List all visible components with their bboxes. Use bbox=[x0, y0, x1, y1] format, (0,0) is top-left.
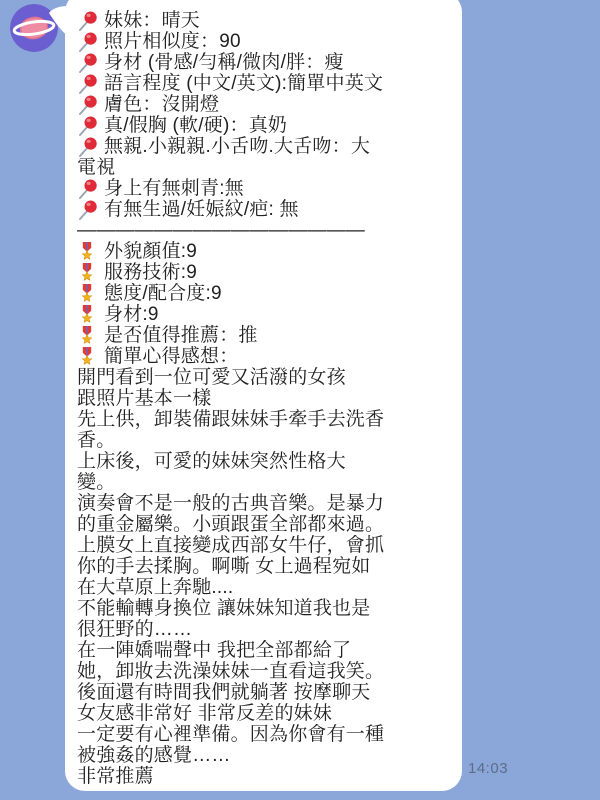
message-line-text: 照片相似度：90 bbox=[104, 31, 241, 52]
message-line bbox=[77, 136, 452, 157]
message-line-text: 你的手去揉胸。啊嘶 女上過程宛如 bbox=[77, 556, 371, 577]
message-line-text: 膚色：沒開燈 bbox=[104, 94, 220, 115]
message-line-text: 女友感非常好 非常反差的妹妹 bbox=[77, 703, 333, 724]
message-line bbox=[77, 178, 452, 199]
message-line bbox=[77, 619, 452, 640]
message-line bbox=[77, 346, 452, 367]
message-line-text: 態度/配合度:9 bbox=[104, 283, 222, 304]
message-line bbox=[77, 451, 452, 472]
message-line bbox=[77, 388, 452, 409]
message-line-text: 身上有無刺青:無 bbox=[104, 178, 244, 199]
message-line-text: 語言程度 (中文/英文):簡單中英文 bbox=[104, 73, 384, 94]
message-line bbox=[77, 766, 452, 787]
medal-icon bbox=[77, 262, 104, 284]
message-line-text: 被強姦的感覺…… bbox=[77, 745, 231, 766]
pin-icon bbox=[77, 31, 104, 53]
message-line bbox=[77, 535, 452, 556]
message-line bbox=[77, 514, 452, 535]
message-line bbox=[77, 724, 452, 745]
message-line-text: 後面還有時間我們就躺著 按摩聊天 bbox=[77, 682, 371, 703]
message-line-text: 外貌顏值:9 bbox=[104, 241, 198, 262]
message-timestamp: 14:03 bbox=[468, 760, 509, 777]
message-line-text: 上床後，可愛的妹妹突然性格大 bbox=[77, 451, 346, 472]
message-line-text: 真/假胸 (軟/硬)：真奶 bbox=[104, 115, 288, 136]
message-line bbox=[77, 577, 452, 598]
message-line-text: 的重金屬樂。小頭跟蛋全部都來過。 bbox=[77, 514, 385, 535]
medal-icon bbox=[77, 283, 104, 305]
message-line-text: 在大草原上奔馳.... bbox=[77, 577, 234, 598]
pin-icon bbox=[77, 136, 104, 158]
medal-icon bbox=[77, 325, 104, 347]
message-line-text: 演奏會不是一般的古典音樂。是暴力 bbox=[77, 493, 385, 514]
message-line bbox=[77, 556, 452, 577]
pin-icon bbox=[77, 115, 104, 137]
message-line bbox=[77, 430, 452, 451]
message-line bbox=[77, 493, 452, 514]
message-line-text: 先上供，卸裝備跟妹妹手牽手去洗香 bbox=[77, 409, 385, 430]
message-line bbox=[77, 10, 452, 31]
message-line-text: 服務技術:9 bbox=[104, 262, 198, 283]
message-line-text: 變。 bbox=[77, 472, 116, 493]
medal-icon bbox=[77, 304, 104, 326]
message-line bbox=[77, 598, 452, 619]
message-line bbox=[77, 304, 452, 325]
message-line bbox=[77, 325, 452, 346]
message-line bbox=[77, 73, 452, 94]
message-line bbox=[77, 703, 452, 724]
message-line bbox=[77, 472, 452, 493]
message-line-text: 跟照片基本一樣 bbox=[77, 388, 212, 409]
pin-icon bbox=[77, 10, 104, 32]
message-line bbox=[77, 115, 452, 136]
pin-icon bbox=[77, 94, 104, 116]
message-line bbox=[77, 262, 452, 283]
medal-icon bbox=[77, 346, 104, 368]
pin-icon bbox=[77, 178, 104, 200]
pin-icon bbox=[77, 73, 104, 95]
message-line-text: 無親.小親親.小舌吻.大舌吻：大 bbox=[104, 136, 371, 157]
message-line-text: 非常推薦 bbox=[77, 766, 154, 787]
message-bubble bbox=[65, 0, 462, 791]
message-line bbox=[77, 220, 452, 241]
message-line-text: 一定要有心裡準備。因為你會有一種 bbox=[77, 724, 385, 745]
message-line-text: 有無生過/妊娠紋/疤: 無 bbox=[104, 199, 299, 220]
message-line-text: 妹妹：晴天 bbox=[104, 10, 201, 31]
message-line bbox=[77, 94, 452, 115]
message-line bbox=[77, 409, 452, 430]
message-line-text: 開門看到一位可愛又活潑的女孩 bbox=[77, 367, 346, 388]
message-line-text: 她，卸妝去洗澡妹妹一直看這我笑。 bbox=[77, 661, 385, 682]
message-line-text: ——————————————— bbox=[77, 220, 365, 241]
pin-icon bbox=[77, 52, 104, 74]
message-line bbox=[77, 31, 452, 52]
message-line bbox=[77, 745, 452, 766]
message-line-text: 身材 (骨感/勻稱/微肉/胖：瘦 bbox=[104, 52, 344, 73]
message-line bbox=[77, 682, 452, 703]
message-line bbox=[77, 640, 452, 661]
message-line-text: 不能輸轉身換位 讓妹妹知道我也是 bbox=[77, 598, 371, 619]
message-line-text: 在一陣嬌喘聲中 我把全部都給了 bbox=[77, 640, 352, 661]
message-lines bbox=[77, 10, 452, 787]
pin-icon bbox=[77, 199, 104, 221]
message-line-text: 身材:9 bbox=[104, 304, 159, 325]
message-line bbox=[77, 199, 452, 220]
message-line-text: 很狂野的…… bbox=[77, 619, 193, 640]
message-line-text: 簡單心得感想： bbox=[104, 346, 239, 367]
medal-icon bbox=[77, 241, 104, 263]
message-line bbox=[77, 157, 452, 178]
message-line-text: 電視 bbox=[77, 157, 116, 178]
message-line-text: 上膜女上直接變成西部女牛仔，會抓 bbox=[77, 535, 385, 556]
message-line-text: 是否值得推薦：推 bbox=[104, 325, 258, 346]
message-line-text: 香。 bbox=[77, 430, 116, 451]
message-line bbox=[77, 661, 452, 682]
message-line bbox=[77, 283, 452, 304]
message-line bbox=[77, 52, 452, 73]
message-line bbox=[77, 241, 452, 262]
message-line bbox=[77, 367, 452, 388]
